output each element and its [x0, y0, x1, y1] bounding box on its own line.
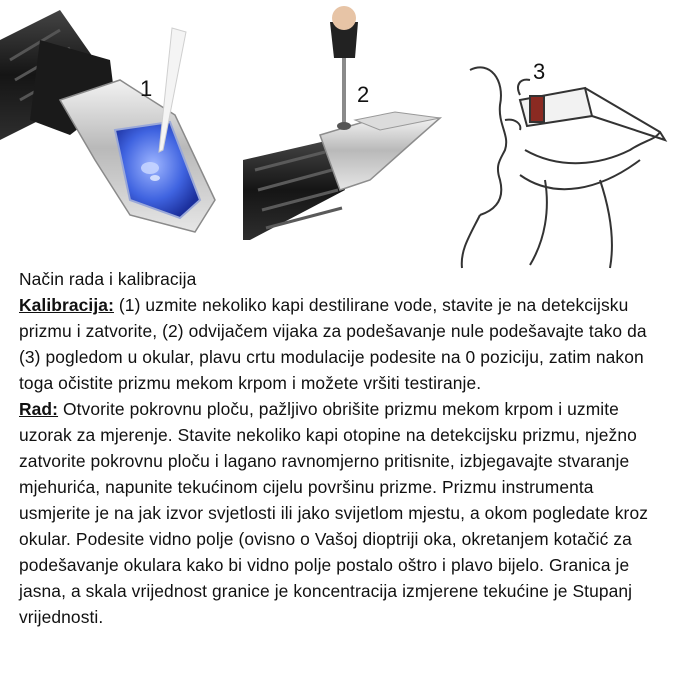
calibration-label: Kalibracija:	[19, 295, 114, 315]
calibration-screw-image	[243, 6, 440, 240]
eyepiece-view-image	[462, 67, 665, 268]
refractometer-prism-image	[0, 10, 215, 232]
illustrations	[0, 0, 675, 270]
heading: Način rada i kalibracija	[19, 269, 197, 289]
instructions-text	[19, 266, 669, 630]
calibration-paragraph	[19, 292, 669, 396]
step-2-label: 2	[357, 82, 370, 107]
step-1-label: 1	[140, 76, 153, 101]
calibration-body: (1) uzmite nekoliko kapi destilirane vode, stavite je na detekcijsku prizmu i zatvorite, (2) odvijačem vijaka za podešavanje nule podešavajte tako da (3) pogledom u okular, plavu crtu modulacije podesite na 0 poziciju, zatim nakon toga očistite prizmu mekom krpom i možete vršiti testiranje.	[19, 295, 647, 393]
step-3-label: 3	[533, 59, 546, 84]
illustration-strip	[0, 0, 675, 270]
work-paragraph	[19, 396, 669, 630]
work-body: Otvorite pokrovnu ploču, pažljivo obrišite prizmu mekom krpom i uzmite uzorak za mjerenje. Stavite nekoliko kapi otopine na detekcijsku prizmu, nježno zatvorite pokrovnu ploču i lagano ravnomjerno pritisnite, izbjegavajte stvaranje mjehurića, napunite tekućinom cijelu površinu prizme. Prizmu instrumenta usmjerite je na jak izvor svjetlosti ili jako svijetlom mjestu, a okom pogledate kroz okular. Podesite vidno polje (ovisno o Vašoj dioptriji oka, okretanjem kotačić za podešavanje okulara kako bi vidno polje postalo oštro i plavo bijelo. Granica je jasna, a skala vrijednost granice je koncentracija izmjerene tekućine je Stupanj vrijednosti.	[19, 399, 649, 627]
work-label: Rad:	[19, 399, 59, 419]
